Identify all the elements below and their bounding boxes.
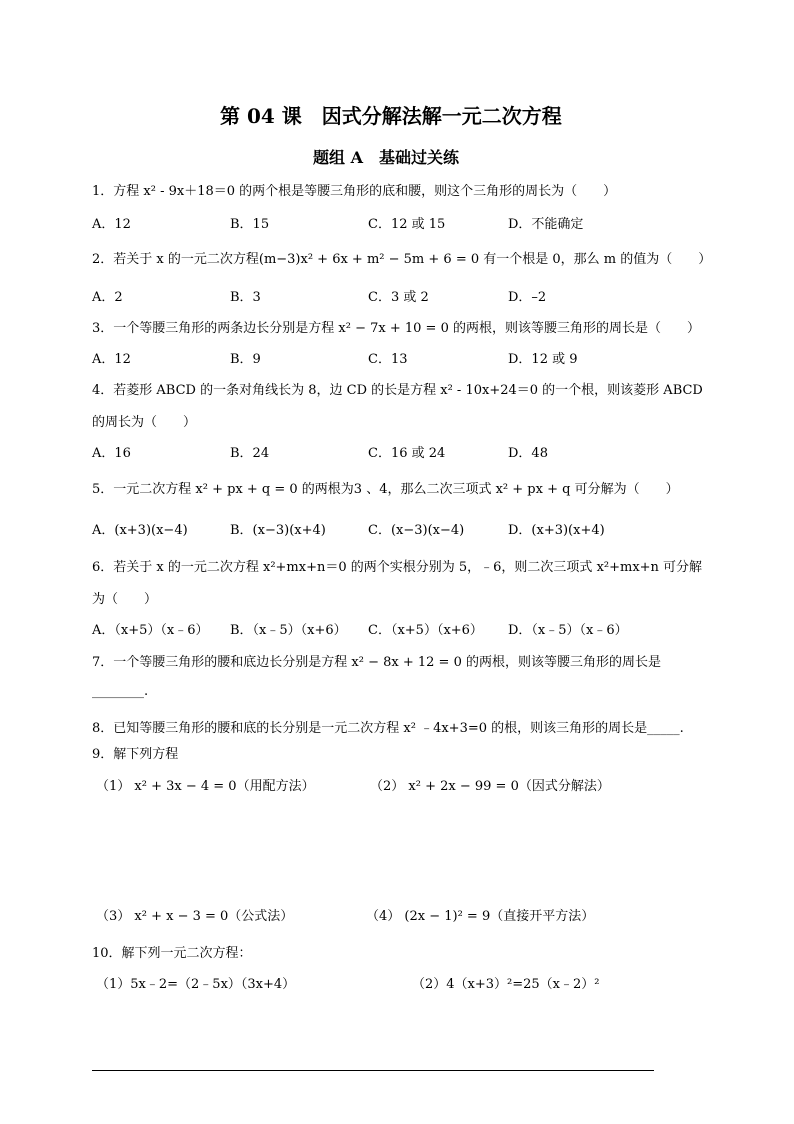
option-b: B．3 xyxy=(230,290,261,305)
sub-question-2: （2）4（x+3）²=25（x﹣2）² xyxy=(412,977,600,992)
question-stem: 1．方程 x² - 9x＋18＝0 的两个根是等腰三角形的底和腰，则这个三角形的周长为（ ） xyxy=(92,184,617,199)
option-d: D．不能确定 xyxy=(508,217,584,232)
option-a: A．（x+5）（x﹣6） xyxy=(92,623,209,638)
option-c: C．13 xyxy=(368,352,408,367)
option-a: A．12 xyxy=(92,352,131,367)
question-stem: 8．已知等腰三角形的腰和底的长分别是一元二次方程 x² ﹣4x+3=0 的根，则该三角形的周长是_____. xyxy=(92,721,684,736)
footer-divider xyxy=(92,1070,654,1071)
sub-question-1: （1）5x﹣2=（2﹣5x）（3x+4） xyxy=(96,977,296,992)
option-c: C．(x−3)(x−4) xyxy=(368,523,465,538)
option-a: A．2 xyxy=(92,290,123,305)
option-c: C．16 或 24 xyxy=(368,446,446,461)
option-b: B．24 xyxy=(230,446,270,461)
question-stem-line2: 的周长为（ ） xyxy=(92,415,197,430)
option-d: D．–2 xyxy=(508,290,547,305)
option-d: D．12 或 9 xyxy=(508,352,578,367)
option-a: A．12 xyxy=(92,217,131,232)
option-d: D．48 xyxy=(508,446,548,461)
option-d: D．(x+3)(x+4) xyxy=(508,523,605,538)
question-stem-line1: 6．若关于 x 的一元二次方程 x²+mx+n＝0 的两个实根分别为 5，﹣6，则二次三项式 x²+mx+n 可分解 xyxy=(92,560,703,575)
question-stem-line2: ________. xyxy=(92,684,149,699)
section-subtitle: 题组 A 基础过关练 xyxy=(313,148,459,167)
question-stem: 3．一个等腰三角形的两条边长分别是方程 x² − 7x + 10 = 0 的两根，则该等腰三角形的周长是（ ） xyxy=(92,321,700,336)
option-b: B．（x﹣5）（x+6） xyxy=(230,623,347,638)
option-b: B．15 xyxy=(230,217,270,232)
question-stem: 5．一元二次方程 x² + px + q = 0 的两根为3 、4，那么二次三项式 x² + px + q 可分解为（ ） xyxy=(92,482,679,497)
question-stem-line1: 7．一个等腰三角形的腰和底边长分别是方程 x² − 8x + 12 = 0 的两根，则该等腰三角形的周长是 xyxy=(92,655,661,670)
sub-question-2: （2） x² + 2x − 99 = 0（因式分解法） xyxy=(370,779,610,794)
option-c: C．（x+5）（x+6） xyxy=(368,623,483,638)
question-stem: 9．解下列方程 xyxy=(92,747,179,762)
page-title: 第 04 课 因式分解法解一元二次方程 xyxy=(220,104,562,128)
option-a: A．16 xyxy=(92,446,131,461)
sub-question-4: （4） (2x − 1)² = 9（直接开平方法） xyxy=(366,909,595,924)
sub-question-3: （3） x² + x − 3 = 0（公式法） xyxy=(96,909,294,924)
question-stem: 10．解下列一元二次方程： xyxy=(92,946,252,961)
option-c: C．3 或 2 xyxy=(368,290,429,305)
question-stem-line1: 4．若菱形 ABCD 的一条对角线长为 8，边 CD 的长是方程 x² - 10x+24＝0 的一个根，则该菱形 ABCD xyxy=(92,383,703,398)
option-a: A．(x+3)(x−4) xyxy=(92,523,188,538)
sub-question-1: （1） x² + 3x − 4 = 0（用配方法） xyxy=(96,779,315,794)
option-c: C．12 或 15 xyxy=(368,217,446,232)
question-stem-line2: 为（ ） xyxy=(92,592,158,607)
question-stem: 2．若关于 x 的一元二次方程(m−3)x² + 6x + m² − 5m + 6 = 0 有一个根是 0，那么 m 的值为（ ） xyxy=(92,252,712,267)
option-b: B．(x−3)(x+4) xyxy=(230,523,326,538)
option-d: D．（x﹣5）（x﹣6） xyxy=(508,623,628,638)
option-b: B．9 xyxy=(230,352,261,367)
